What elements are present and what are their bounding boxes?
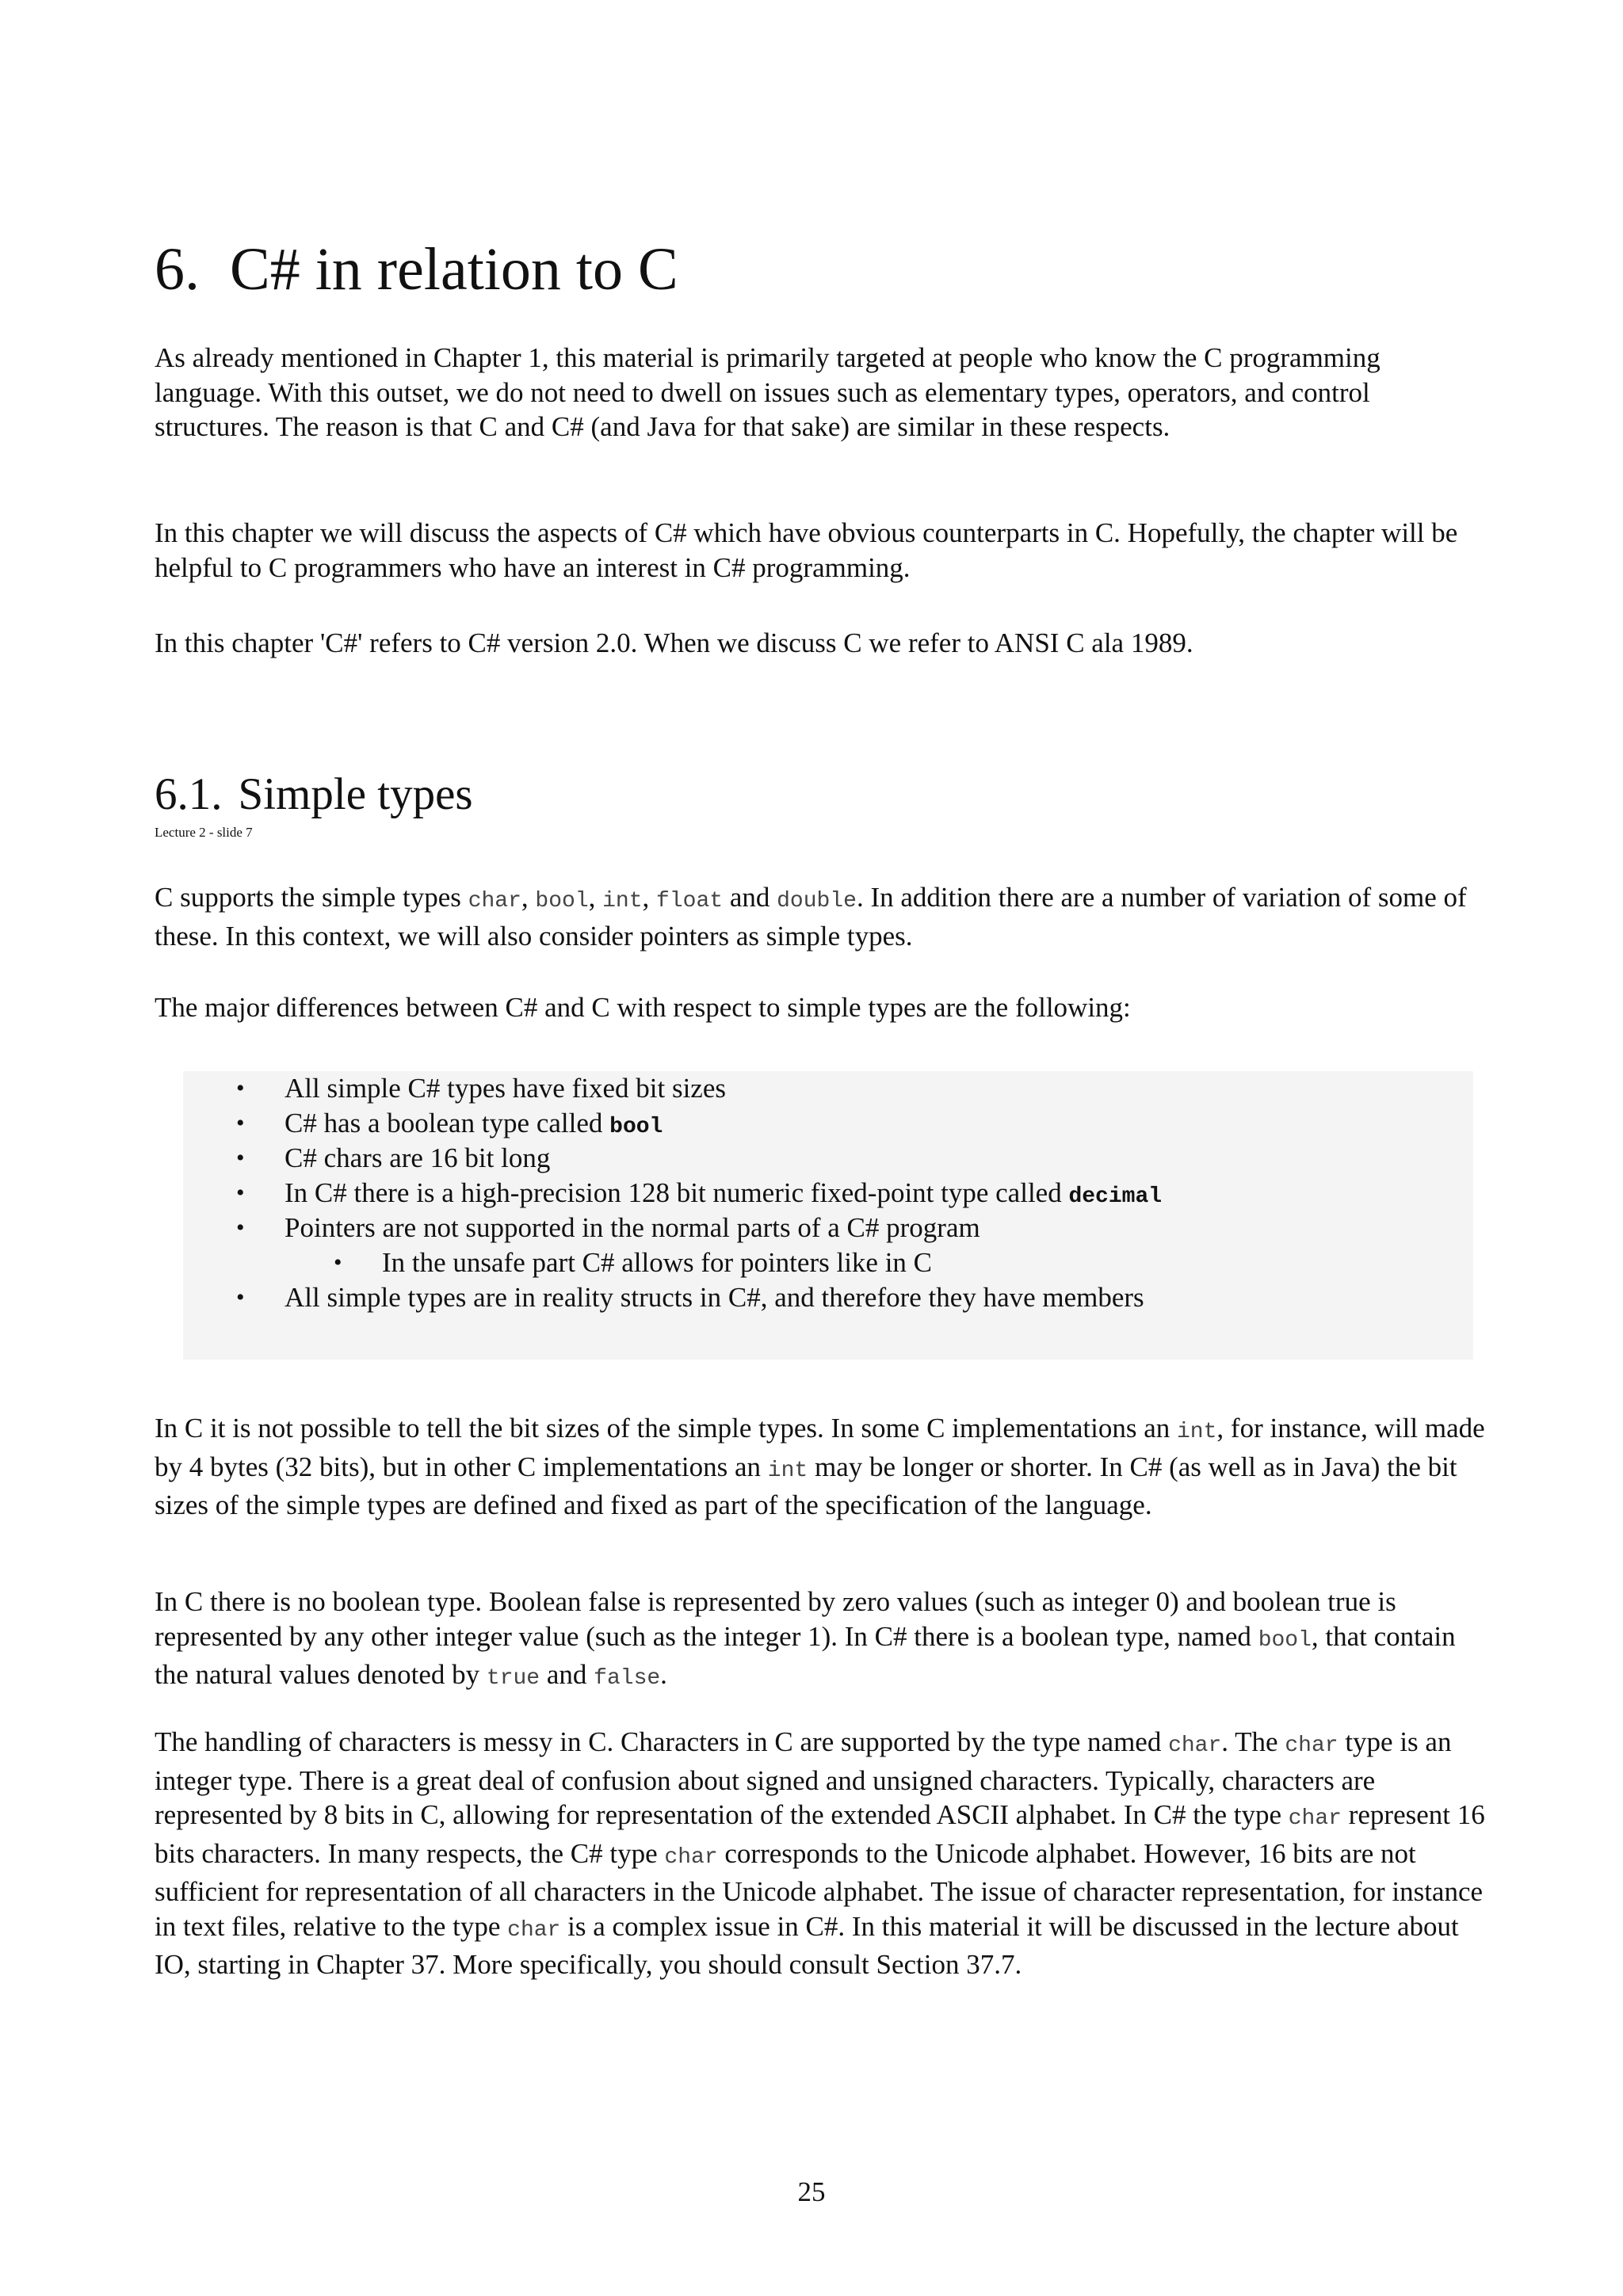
bullet-icon: • xyxy=(236,1145,245,1171)
chapter-number: 6. xyxy=(155,236,200,303)
code-bool: bool xyxy=(535,889,589,913)
bullet-icon: • xyxy=(236,1284,245,1310)
code-decimal: decimal xyxy=(1068,1184,1163,1209)
list-item-text: All simple types are in reality structs in C#, and therefore they have members xyxy=(285,1282,1144,1313)
code-int: int xyxy=(1177,1420,1217,1444)
bullet-icon: • xyxy=(236,1110,245,1136)
code-bool: bool xyxy=(1258,1627,1312,1653)
code-char: char xyxy=(468,889,521,913)
code-int: int xyxy=(767,1458,808,1483)
differences-box xyxy=(183,1071,1473,1360)
simple-types-paragraph: C supports the simple types char, bool, int, float and double. In addition there are a number of variation of some of these. In this context, we will also consider pointers as simple types. xyxy=(155,882,1467,952)
code-char: char xyxy=(1285,1733,1338,1758)
section-heading xyxy=(155,767,473,822)
code-char: char xyxy=(664,1844,718,1870)
code-float: float xyxy=(656,889,724,913)
list-item-text: In C# there is a high-precision 128 bit numeric fixed-point type called decimal xyxy=(285,1177,1163,1209)
chapter-title: C# in relation to C xyxy=(230,236,678,303)
code-true: true xyxy=(486,1666,540,1691)
boolean-paragraph: In C there is no boolean type. Boolean false is represented by zero values (such as integer 0) and boolean true is represented by any other integer value (such as the integer 1). In C# there is a boolean type, named bool, that contain the natural values denoted by true and false. xyxy=(155,1586,1456,1691)
characters-paragraph: The handling of characters is messy in C. Characters in C are supported by the type named char. The char type is an integer type. There is a great deal of confusion about signed and unsigned characters. Typically, characters are represented by 8 bits in C, allowing for representation of the extended ASCII alphabet. In C# the type char represent 16 bits characters. In many respects, the C# type char corresponds to the Unicode alphabet. However, 16 bits are not sufficient for representation of all characters in the Unicode alphabet. The issue of character representation, for instance in text files, relative to the type char is a complex issue in C#. In this material it will be discussed in the lecture about IO, starting in Chapter 37. More specifically, you should consult Section 37.7. xyxy=(155,1726,1485,1980)
code-char: char xyxy=(1288,1806,1342,1831)
bullet-icon: • xyxy=(334,1249,342,1276)
list-item-text: Pointers are not supported in the normal parts of a C# program xyxy=(285,1212,980,1243)
bit-sizes-paragraph: In C it is not possible to tell the bit sizes of the simple types. In some C implementations an int, for instance, will made by 4 bytes (32 bits), but in other C implementations an int may be longer or shorter. In C# (as well as in Java) the bit sizes of the simple types are defined and fixed as part of the specification of the language. xyxy=(155,1413,1485,1520)
list-item-text: All simple C# types have fixed bit sizes xyxy=(285,1073,726,1104)
intro-paragraph-3: In this chapter 'C#' refers to C# version 2.0. When we discuss C we refer to ANSI C ala 1989. xyxy=(155,627,1193,658)
code-char: char xyxy=(507,1917,561,1943)
list-item-text: C# has a boolean type called bool xyxy=(285,1108,663,1139)
bullet-icon: • xyxy=(236,1215,245,1241)
list-item-text: C# chars are 16 bit long xyxy=(285,1142,551,1173)
page-number: 25 xyxy=(797,2176,826,2207)
code-char: char xyxy=(1168,1733,1222,1758)
code-bool: bool xyxy=(609,1115,663,1139)
intro-paragraph-2: In this chapter we will discuss the aspects of C# which have obvious counterparts in C. Hopefully, the chapter will be helpful to C programmers who have an interest in C# programming. xyxy=(155,517,1458,583)
code-false: false xyxy=(594,1666,661,1691)
section-number: 6.1. xyxy=(155,769,223,819)
chapter-heading xyxy=(155,230,678,309)
differences-paragraph: The major differences between C# and C with respect to simple types are the following: xyxy=(155,992,1131,1023)
section-title: Simple types xyxy=(238,769,473,819)
slide-reference: Lecture 2 - slide 7 xyxy=(155,825,253,840)
bullet-icon: • xyxy=(236,1180,245,1206)
code-double: double xyxy=(777,889,857,913)
bullet-icon: • xyxy=(236,1075,245,1101)
list-item-text: In the unsafe part C# allows for pointers like in C xyxy=(382,1247,933,1278)
intro-paragraph-1: As already mentioned in Chapter 1, this material is primarily targeted at people who know the C programming language. With this outset, we do not need to dwell on issues such as elementary types, operators, and control structures. The reason is that C and C# (and Java for that sake) are similar in these respects. xyxy=(155,342,1381,442)
code-int: int xyxy=(602,889,643,913)
